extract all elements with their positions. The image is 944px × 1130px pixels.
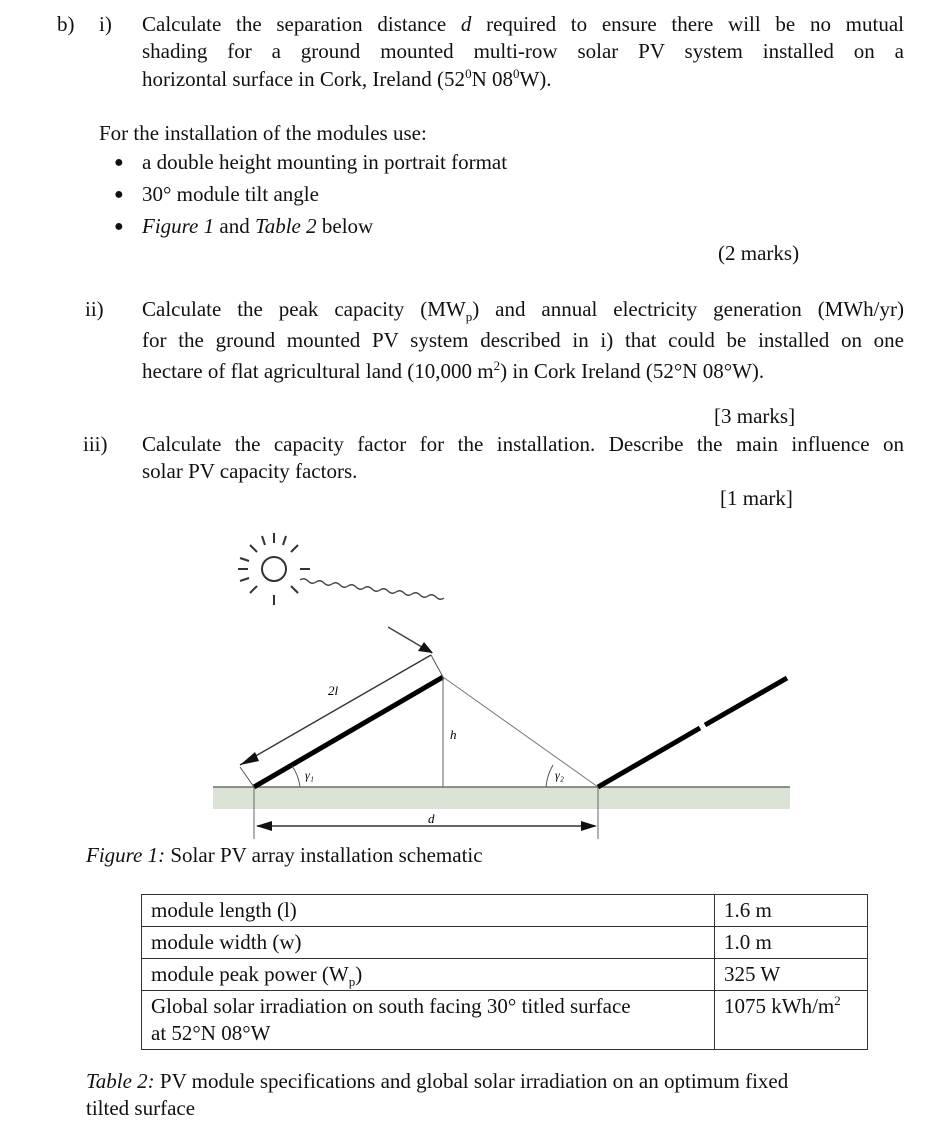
table-row [142, 991, 868, 1050]
table-cell-value: 1.0 m [715, 927, 868, 959]
table-cell-value: 325 W [715, 959, 868, 991]
part-label: b) [57, 12, 75, 36]
arrowhead-icon [581, 821, 597, 831]
question-i-line2: shading for a ground mounted multi-row solar PV system installed on a [142, 39, 904, 63]
table-cell-label: Global solar irradiation on south facing 30° titled surface at 52°N 08°W [142, 991, 715, 1050]
label-gamma2: γ₂ [555, 768, 564, 782]
table-cell-label: module width (w) [142, 927, 715, 959]
subpart-i-label: i) [99, 12, 112, 36]
figure-caption: Figure 1: Solar PV array installation schematic [86, 843, 483, 867]
sun-icon [238, 533, 310, 605]
pv-array-schematic [0, 515, 944, 840]
label-d: d [428, 811, 435, 826]
bullet-item-2: 30° module tilt angle [142, 182, 319, 206]
subpart-iii-label: iii) [83, 432, 108, 456]
label-h: h [450, 727, 457, 742]
arrowhead-icon [418, 642, 433, 653]
question-ii-line2: for the ground mounted PV system described in i) that could be installed on one [142, 328, 904, 352]
sun-ray [300, 579, 444, 600]
question-iii-line1: Calculate the capacity factor for the installation. Describe the main influence on [142, 432, 904, 456]
question-ii-line1: Calculate the peak capacity $(MW_p)$ and annual electricity generation (MWh/yr) [142, 297, 904, 325]
table-cell-value: 1.6 m [715, 895, 868, 927]
label-gamma1: γ₁ [305, 768, 314, 782]
marks-ii: [3 marks] [714, 404, 796, 428]
pv-module-row-2 [598, 728, 700, 787]
installation-intro: For the installation of the modules use: [99, 121, 427, 145]
table-row [142, 959, 868, 991]
bullet-item-1: a double height mounting in portrait format [142, 150, 508, 174]
bullet-icon: ● [114, 218, 124, 235]
bullet-icon: ● [114, 154, 124, 171]
table-row [142, 927, 868, 959]
pv-module-row-1 [254, 677, 443, 787]
table-caption-line2: tilted surface [86, 1096, 196, 1120]
question-i-line3: horizontal surface in Cork, Ireland ($52^0N$ $08^0W$). [142, 66, 552, 91]
question-i-line1: Calculate the separation distance d required to ensure there will be no mutual [142, 12, 904, 36]
marks-i: (2 marks) [718, 241, 800, 265]
arrowhead-icon [240, 752, 259, 765]
module-spec-table [141, 894, 868, 1050]
table-cell-label: module length (l) [142, 895, 715, 927]
table-cell-value: 1075 kWh/$m^2$ [715, 991, 868, 1050]
arrowhead-icon [256, 821, 272, 831]
label-2l: 2l [328, 683, 339, 698]
table-row [142, 895, 868, 927]
bullet-item-3: Figure 1 and Table 2 below [142, 214, 374, 238]
table-caption-line1: Table 2: PV module specifications and global solar irradiation on an optimum fixed [86, 1069, 789, 1093]
bullet-icon: ● [114, 186, 124, 203]
subpart-ii-label: ii) [85, 297, 104, 321]
marks-iii: [1 mark] [720, 486, 793, 510]
dimension-2l [240, 655, 431, 765]
table-cell-label: module peak power $(W_p)$ [142, 959, 715, 991]
ground-strip [213, 787, 790, 809]
question-ii-line3: hectare of flat agricultural land (10,000 $m^2$) in Cork Ireland (52°N 08°W). [142, 358, 765, 383]
question-iii-line2: solar PV capacity factors. [142, 459, 358, 483]
